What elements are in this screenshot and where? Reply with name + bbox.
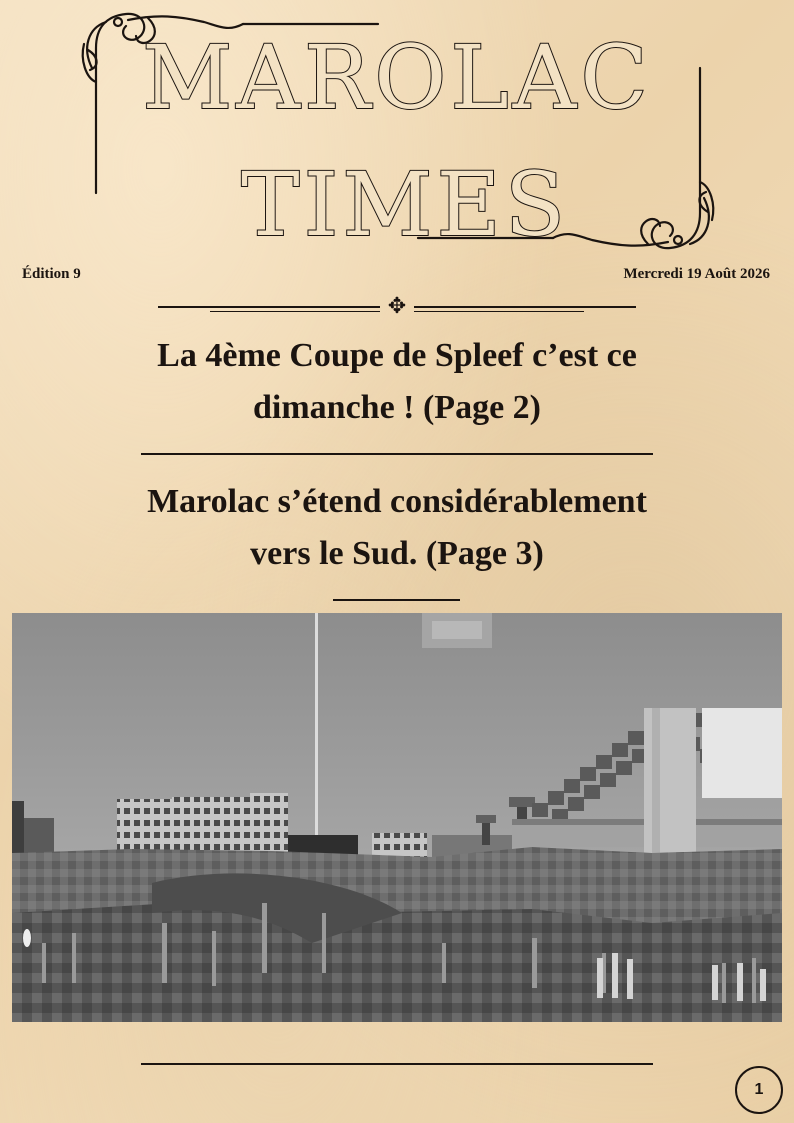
footer-divider xyxy=(141,1063,653,1065)
masthead-title-line2: TIMES xyxy=(240,153,570,256)
page-number-badge: 1 xyxy=(735,1066,783,1114)
ornament-divider-right-thin xyxy=(414,311,584,312)
issue-date: Mercredi 19 Août 2026 xyxy=(623,266,770,282)
edition-number: Édition 9 xyxy=(22,266,81,282)
ornament-divider-left xyxy=(158,306,380,308)
headline-spleef-cup[interactable] xyxy=(40,330,754,434)
headline-line: dimanche ! (Page 2) xyxy=(252,389,541,426)
ornament-divider-glyph: ✥ xyxy=(387,294,407,319)
headline-marolac-expansion[interactable] xyxy=(40,476,754,580)
ornament-divider-right xyxy=(414,306,636,308)
section-divider-short xyxy=(333,599,460,601)
headline-line: vers le Sud. (Page 3) xyxy=(250,535,544,572)
ornament-divider-left-thin xyxy=(210,311,380,312)
masthead-title-line1: MAROLAC xyxy=(142,26,652,129)
headline-line: La 4ème Coupe de Spleef c’est ce xyxy=(157,337,637,374)
photo-scene xyxy=(12,613,782,1022)
headline-line: Marolac s’étend considérablement xyxy=(147,483,647,520)
front-page-photo xyxy=(12,613,782,1022)
section-divider xyxy=(141,453,653,455)
